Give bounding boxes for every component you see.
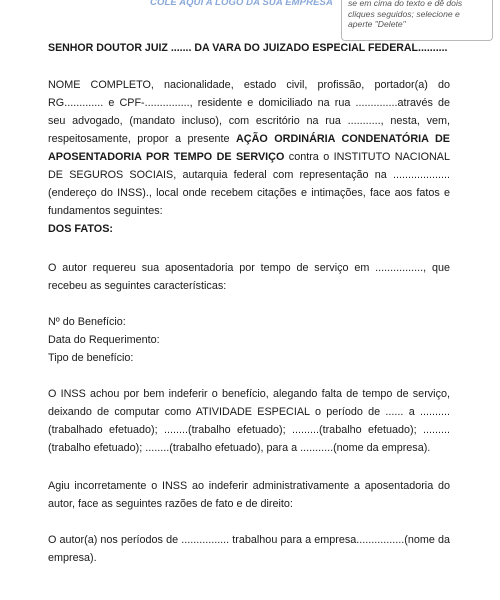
instruction-hint-box <box>341 0 493 41</box>
intro-action-title: AÇÃO ORDINÁRIA CONDENATÓRIA DE APOSENTADORIA POR TEMPO DE SERVIÇO <box>48 133 450 163</box>
instruction-hint-text: se em cima do texto e dê dois cliques seguidos; selecione e aperte "Delete" <box>348 0 463 29</box>
logo-placeholder-text: COLE AQUI A LOGO DA SUA EMPRESA <box>150 0 333 8</box>
field-benefit-type: Tipo de benefício: <box>48 352 134 364</box>
field-request-date: Data do Requerimento: <box>48 334 160 346</box>
facts-paragraph-3: Agiu incorretamente o INSS ao indeferir administrativamente a aposentadoria do autor, face as seguintes razões de fato e de direito: <box>48 480 450 510</box>
field-benefit-number: Nº do Benefício: <box>48 316 126 328</box>
document-heading: SENHOR DOUTOR JUIZ ....... DA VARA DO JUIZADO ESPECIAL FEDERAL.......... <box>48 42 448 54</box>
intro-text-b: contra o INSTITUTO NACIONAL DE SEGUROS SOCIAIS, autarquia federal com representação na ...................(endereço do INSS)., local onde recebem citações e intimações, face aos fatos e fundamentos seguintes: <box>48 151 450 217</box>
facts-paragraph-2: O INSS achou por bem indeferir o benefício, alegando falta de tempo de serviço, deixando de computar como ATIVIDADE ESPECIAL o período de ...... a ..........(trabalhado efetuado); ........(trabalho efetuado); .........(trabalho efetuado); .........(trabalho efetuado); ........(trabalho efetuado), para a ...........(nome da empresa). <box>48 388 450 454</box>
intro-text-a: NOME COMPLETO, nacionalidade, estado civil, profissão, portador(a) do RG............. e CPF-..............., residente e domiciliado na rua ..............através de seu advogado, (mandato incluso), com escritório na rua ..........., nesta, vem, respeitosamente, propor a presente <box>48 79 450 145</box>
section-title-facts: DOS FATOS: <box>48 223 113 235</box>
intro-paragraph <box>48 76 450 220</box>
facts-paragraph-4: O autor(a) nos períodos de ................ trabalhou para a empresa................(nome da empresa). <box>48 534 450 564</box>
facts-paragraph-1: O autor requereu sua aposentadoria por tempo de serviço em ................, que recebeu as seguintes características: <box>48 262 450 292</box>
